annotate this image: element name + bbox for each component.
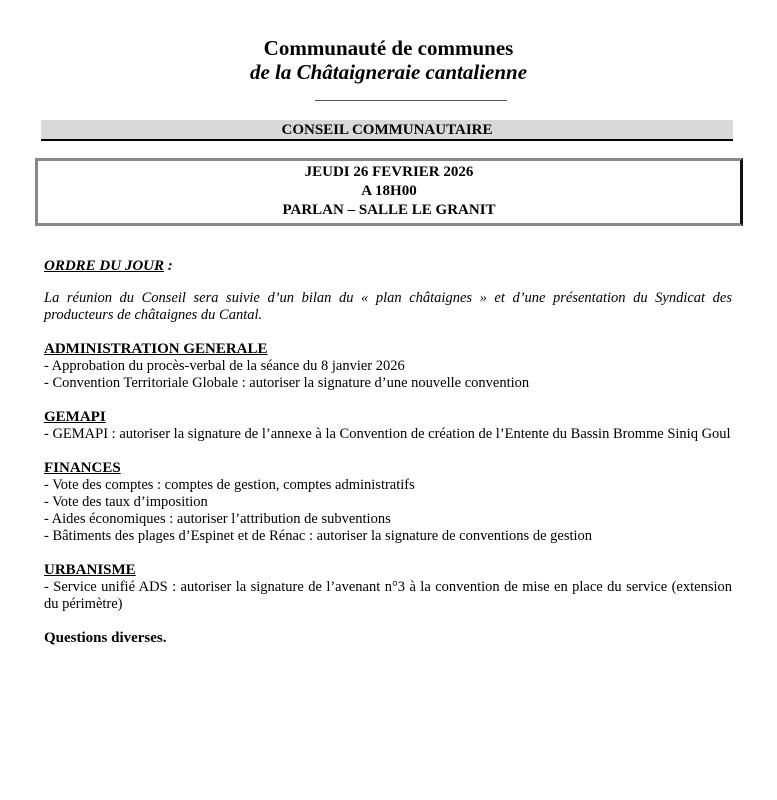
agenda-title [44, 258, 732, 275]
meeting-date: JEUDI 26 FEVRIER 2026 [304, 164, 474, 180]
questions-diverses: Questions diverses. [44, 630, 167, 646]
section-administration-generale [44, 341, 732, 392]
section-title: GEMAPI [44, 409, 106, 425]
section-title: URBANISME [44, 562, 136, 578]
agenda-item: - Bâtiments des plages d’Espinet et de Rénac : autoriser la signature de conventions de gestion [44, 528, 593, 544]
section-urbanisme [44, 562, 732, 613]
agenda-item: - Service unifié ADS : autoriser la signature de l’avenant n°3 à la convention de mise en place du service (extension du périmètre) [44, 579, 732, 612]
meeting-time: A 18H00 [361, 183, 417, 199]
agenda-intro: La réunion du Conseil sera suivie d’un bilan du « plan châtaignes » et d’une présentation du Syndicat des producteurs de châtaignes du Cantal. [44, 290, 732, 323]
agenda [44, 258, 732, 647]
meeting-location: PARLAN – SALLE LE GRANIT [282, 202, 496, 218]
header-divider [315, 100, 507, 101]
section-title: FINANCES [44, 460, 121, 476]
agenda-title-text: ORDRE DU JOUR [44, 258, 165, 274]
meeting-info-box [35, 158, 743, 226]
organization-name: Communauté de communes [263, 36, 514, 60]
section-gemapi [44, 409, 732, 443]
section-finances [44, 460, 732, 545]
agenda-item: - Aides économiques : autoriser l’attribution de subventions [44, 511, 391, 527]
agenda-item: - Vote des comptes : comptes de gestion, comptes administratifs [44, 477, 415, 493]
agenda-item: - Vote des taux d’imposition [44, 494, 208, 510]
agenda-title-suffix: : [164, 258, 173, 274]
council-banner: CONSEIL COMMUNAUTAIRE [41, 120, 733, 141]
section-title: ADMINISTRATION GENERALE [44, 341, 268, 357]
organization-subtitle: de la Châtaigneraie cantalienne [249, 60, 528, 84]
agenda-item: - Convention Territoriale Globale : autoriser la signature d’une nouvelle convention [44, 375, 530, 391]
agenda-item: - GEMAPI : autoriser la signature de l’annexe à la Convention de création de l’Entente du Bassin Bromme Siniq Goul [44, 426, 731, 442]
agenda-item: - Approbation du procès-verbal de la séance du 8 janvier 2026 [44, 358, 405, 374]
